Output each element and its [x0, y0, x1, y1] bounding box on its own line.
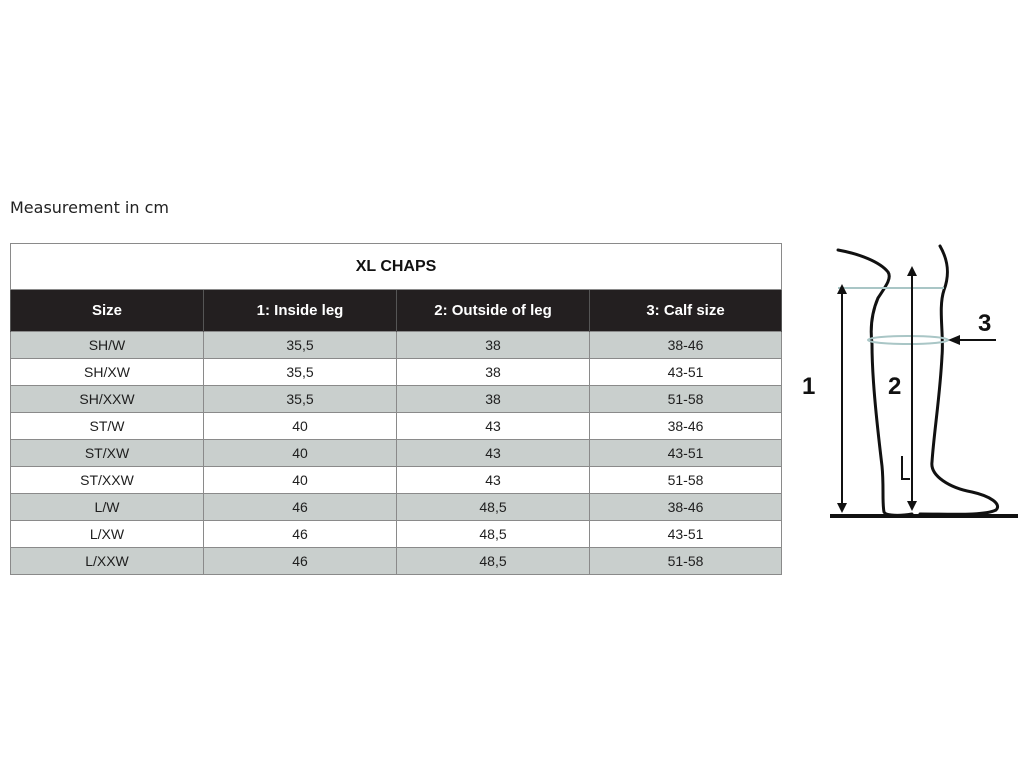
header-row — [11, 290, 782, 332]
outside-leg-cell: 43 — [397, 440, 590, 467]
outside-leg-cell: 38 — [397, 332, 590, 359]
inside-leg-cell: 46 — [204, 521, 397, 548]
size-cell: SH/XXW — [11, 386, 204, 413]
inside-leg-cell: 35,5 — [204, 386, 397, 413]
inside-leg-cell: 46 — [204, 548, 397, 575]
inside-leg-cell: 40 — [204, 440, 397, 467]
arrow-left-icon — [948, 335, 960, 345]
table-row — [11, 386, 782, 413]
calf-ring — [868, 336, 948, 344]
calf-size-cell: 51-58 — [590, 386, 782, 413]
label-calf-size: 3 — [978, 310, 992, 337]
arrow-down-icon — [907, 501, 917, 511]
inside-leg-cell: 35,5 — [204, 332, 397, 359]
ankle-mark — [902, 456, 910, 479]
calf-size-cell: 43-51 — [590, 521, 782, 548]
table-title: XL CHAPS — [11, 244, 782, 290]
calf-size-cell: 38-46 — [590, 413, 782, 440]
column-header-calf-size: 3: Calf size — [590, 290, 782, 332]
calf-size-cell: 43-51 — [590, 359, 782, 386]
table-row — [11, 332, 782, 359]
column-header-outside-leg: 2: Outside of leg — [397, 290, 590, 332]
arrow-up-icon — [907, 266, 917, 276]
calf-size-cell: 38-46 — [590, 494, 782, 521]
table-row — [11, 440, 782, 467]
size-cell: L/XXW — [11, 548, 204, 575]
size-cell: L/XW — [11, 521, 204, 548]
calf-size-cell: 51-58 — [590, 548, 782, 575]
table-row — [11, 413, 782, 440]
table-row — [11, 548, 782, 575]
calf-size-cell: 43-51 — [590, 440, 782, 467]
outside-leg-cell: 38 — [397, 359, 590, 386]
label-outside-leg: 2 — [888, 373, 902, 400]
size-cell: SH/W — [11, 332, 204, 359]
table-row — [11, 494, 782, 521]
column-header-inside-leg: 1: Inside leg — [204, 290, 397, 332]
measurement-caption: Measurement in cm — [10, 198, 169, 217]
table-row — [11, 359, 782, 386]
outside-leg-cell: 48,5 — [397, 494, 590, 521]
size-cell: ST/XW — [11, 440, 204, 467]
calf-size-cell: 38-46 — [590, 332, 782, 359]
inside-leg-cell: 40 — [204, 467, 397, 494]
inside-leg-cell: 35,5 — [204, 359, 397, 386]
size-chart-table — [10, 243, 782, 575]
arrow-down-icon — [837, 503, 847, 513]
table-row — [11, 521, 782, 548]
size-cell: ST/XXW — [11, 467, 204, 494]
label-inside-leg: 1 — [802, 373, 816, 400]
inside-leg-cell: 40 — [204, 413, 397, 440]
table-row — [11, 467, 782, 494]
outside-leg-cell: 43 — [397, 413, 590, 440]
size-cell: L/W — [11, 494, 204, 521]
size-cell: SH/XW — [11, 359, 204, 386]
size-cell: ST/W — [11, 413, 204, 440]
calf-size-cell: 51-58 — [590, 467, 782, 494]
leg-outline-front — [920, 246, 998, 514]
outside-leg-cell: 48,5 — [397, 521, 590, 548]
outside-leg-cell: 43 — [397, 467, 590, 494]
outside-leg-cell: 48,5 — [397, 548, 590, 575]
leg-measurement-diagram — [802, 236, 1024, 526]
inside-leg-cell: 46 — [204, 494, 397, 521]
column-header-size: Size — [11, 290, 204, 332]
outside-leg-cell: 38 — [397, 386, 590, 413]
